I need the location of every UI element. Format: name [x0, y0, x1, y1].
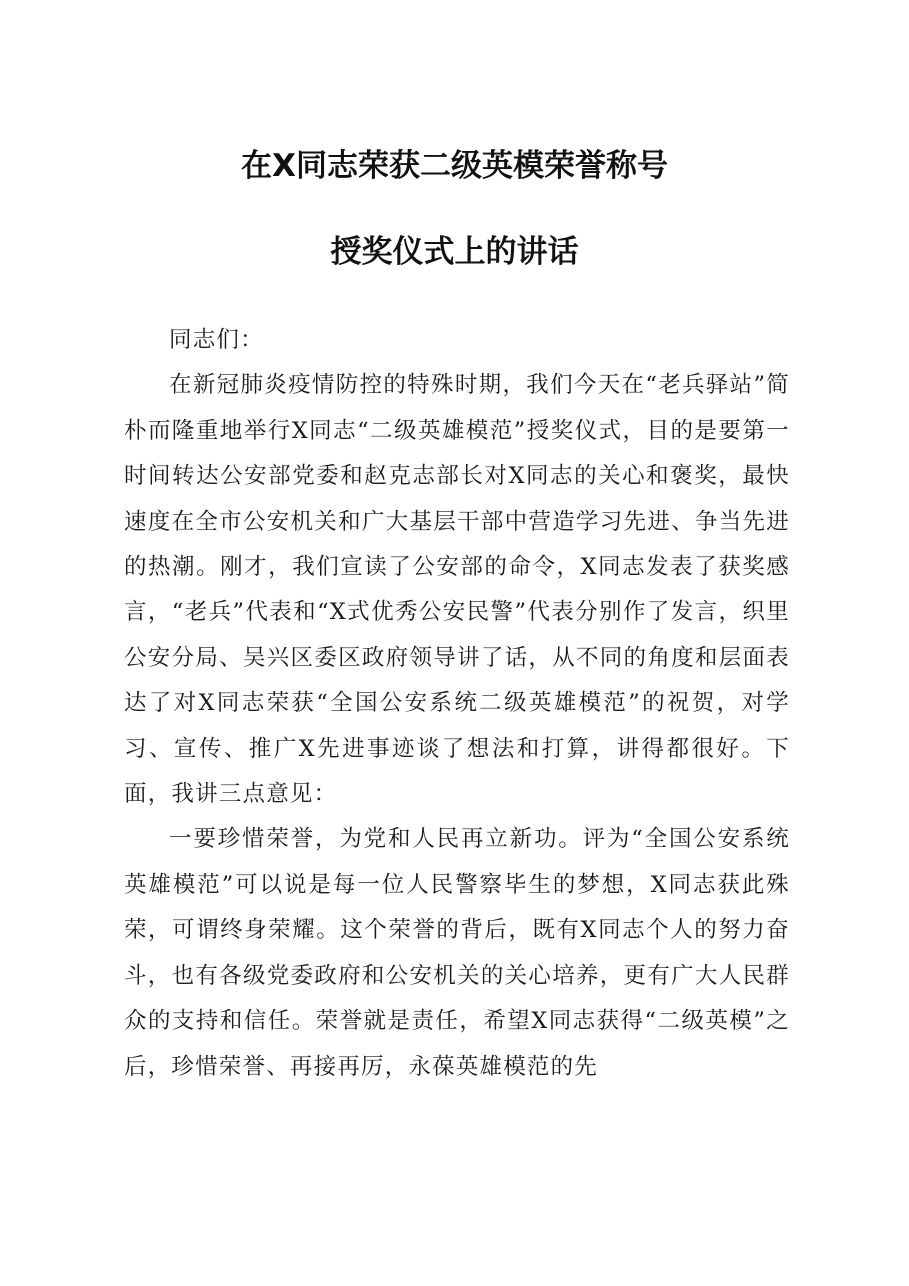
document-body	[124, 318, 790, 1090]
paragraph-1: 在新冠肺炎疫情防控的特殊时期，我们今天在“老兵驿站”简朴而隆重地举行X同志“二级英雄模范”授奖仪式，目的是要第一时间转达公安部党委和赵克志部长对X同志的关心和褒奖，最快速度在全市公安机关和广大基层干部中营造学习先进、争当先进的热潮。刚才，我们宣读了公安部的命令，X同志发表了获奖感言，“老兵”代表和“X式优秀公安民警”代表分别作了发言，织里公安分局、吴兴区委区政府领导讲了话，从不同的角度和层面表达了对X同志荣获“全国公安系统二级英雄模范”的祝贺，对学习、宣传、推广X先进事迹谈了想法和打算，讲得都很好。下面，我讲三点意见：	[124, 372, 790, 808]
paragraph-2: 一要珍惜荣誉，为党和人民再立新功。评为“全国公安系统英雄模范”可以说是每一位人民警察毕生的梦想，X同志获此殊荣，可谓终身荣耀。这个荣誉的背后，既有X同志个人的努力奋斗，也有各级党委政府和公安机关的关心培养，更有广大人民群众的支持和信任。荣誉就是责任，希望X同志获得“二级英模”之后，珍惜荣誉、再接再厉，永葆英雄模范的先	[124, 826, 790, 1080]
salutation: 同志们：	[169, 327, 264, 353]
document-title-line-2: 授奖仪式上的讲话	[330, 234, 579, 270]
document-title-line-1: 在X同志荣获二级英模荣誉称号	[241, 148, 668, 184]
